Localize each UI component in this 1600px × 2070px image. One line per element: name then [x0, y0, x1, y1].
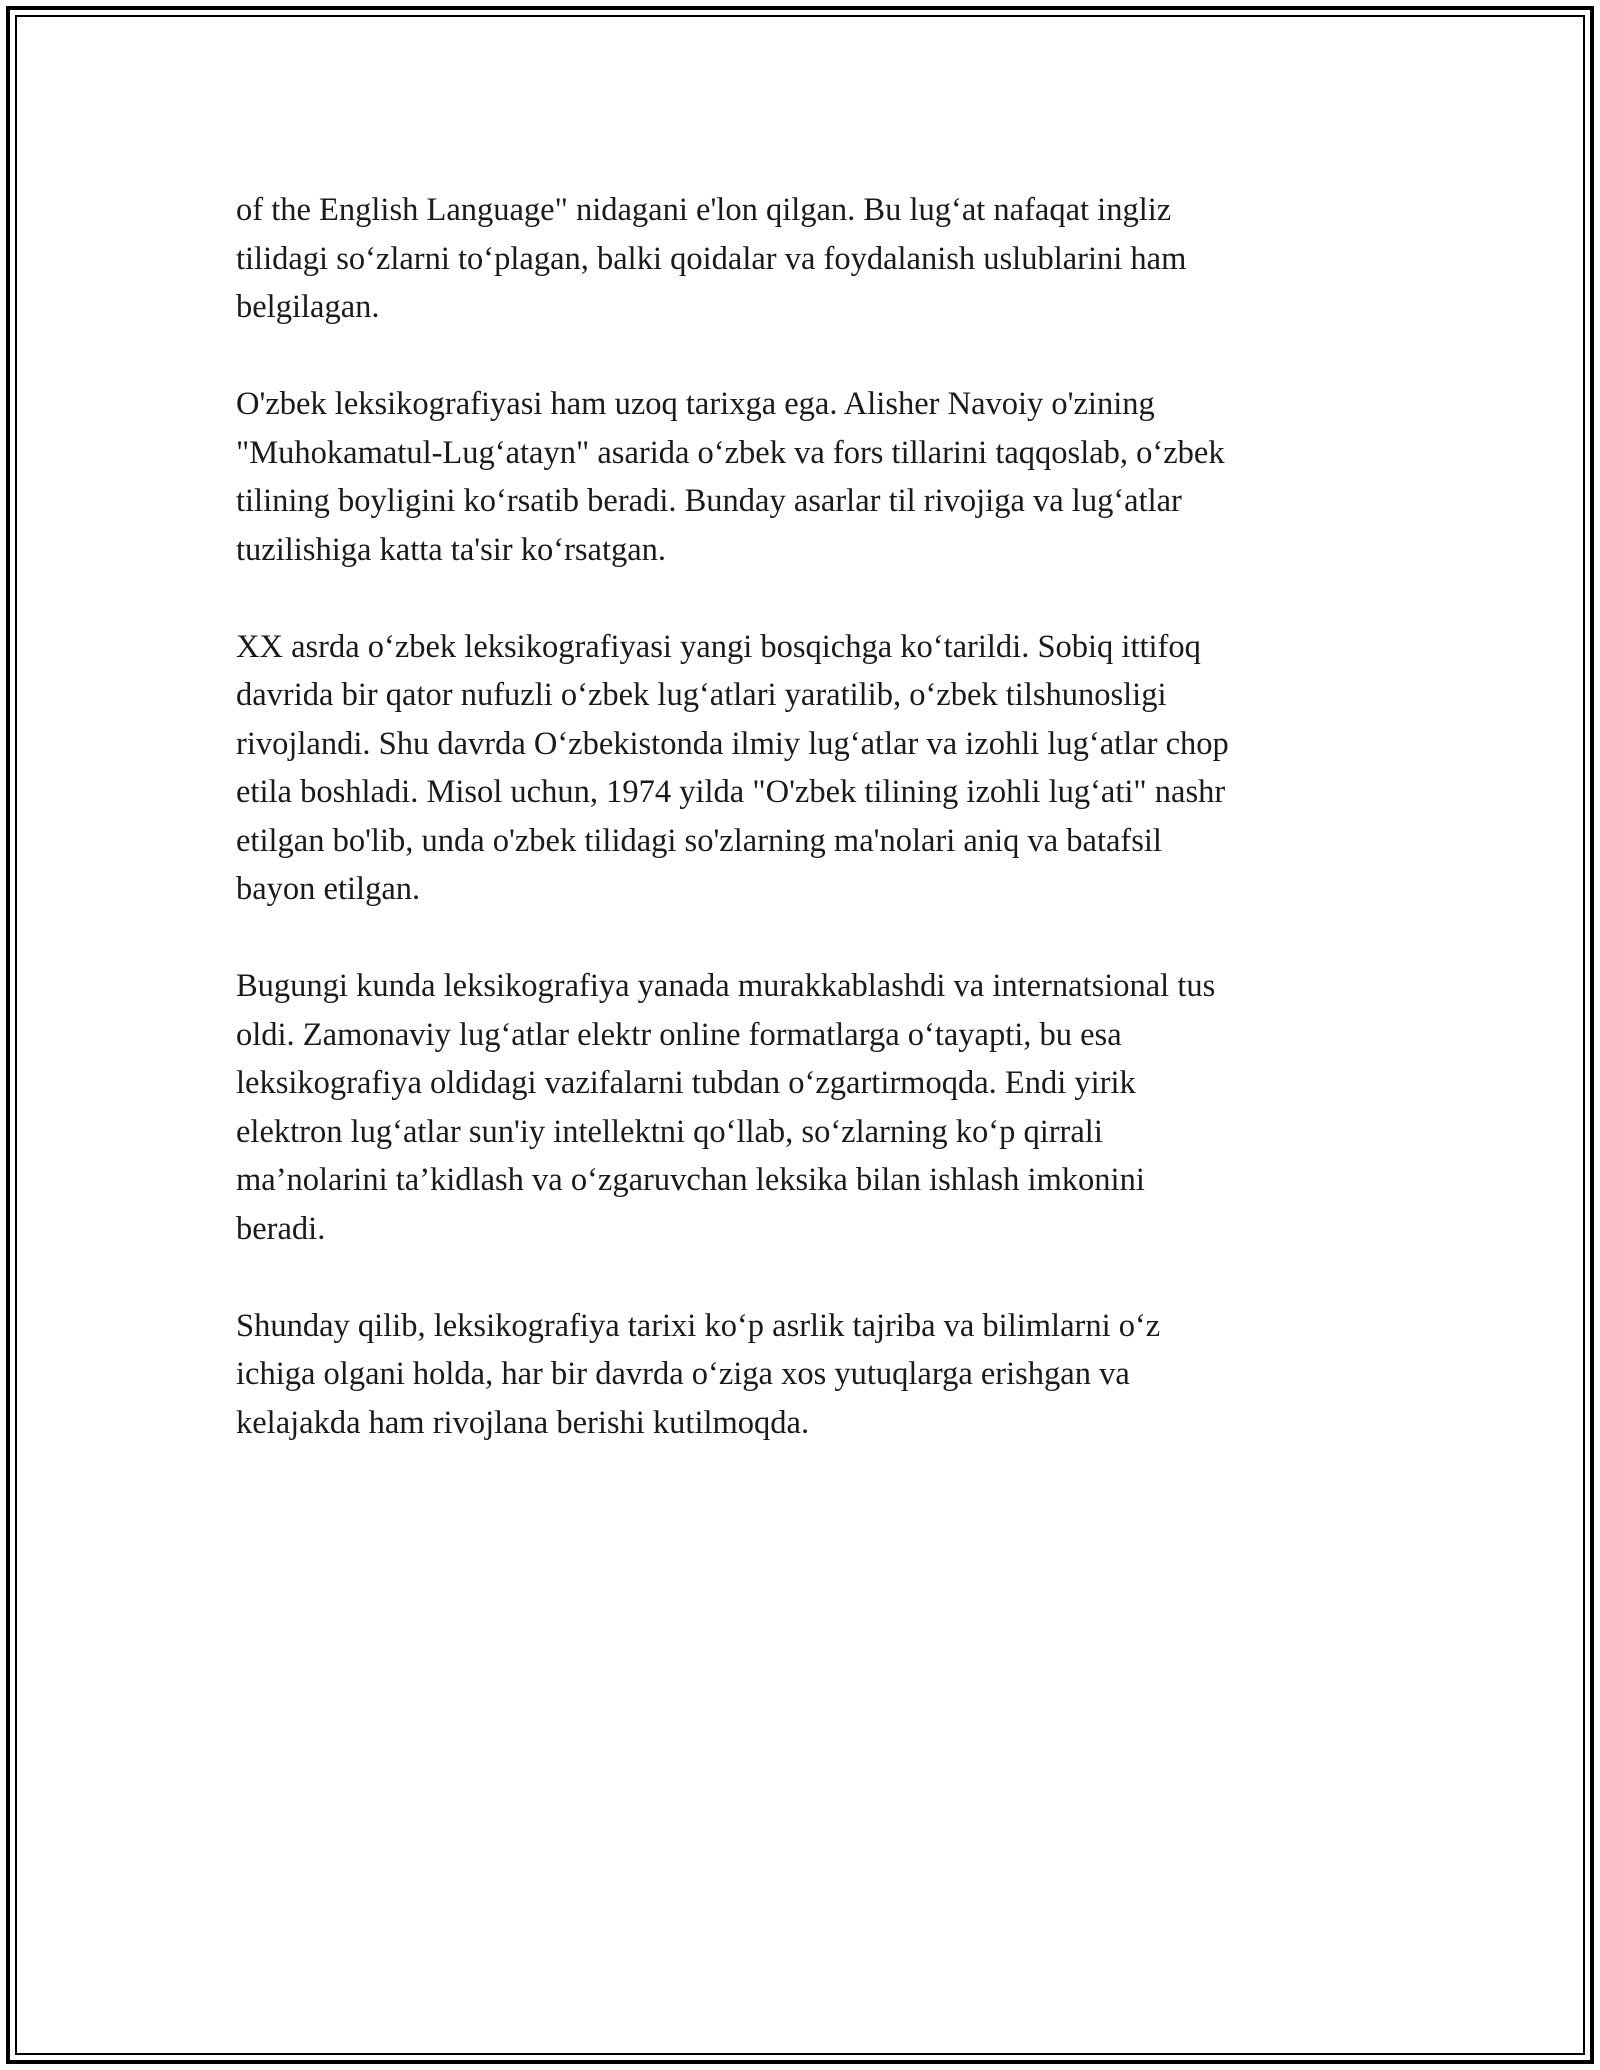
document-body [236, 186, 1376, 1496]
text-line: "Muhokamatul-Lug‘atayn" asarida o‘zbek va fors tillarini taqqoslab, o‘zbek [236, 434, 1225, 471]
paragraph-oxford-dictionary [236, 186, 1376, 332]
text-line: XX asrda o‘zbek leksikografiyasi yangi bosqichga ko‘tarildi. Sobiq ittifoq [236, 628, 1201, 665]
paragraph-conclusion [236, 1302, 1376, 1448]
text-line: kelajakda ham rivojlana berishi kutilmoqda. [236, 1404, 810, 1441]
text-line: belgilagan. [236, 289, 380, 325]
text-line: rivojlandi. Shu davrda O‘zbekistonda ilmiy lug‘atlar va izohli lug‘atlar chop [236, 725, 1229, 762]
paragraph-uzbek-lexicography [236, 380, 1376, 574]
text-line: leksikografiya oldidagi vazifalarni tubdan o‘zgartirmoqda. Endi yirik [236, 1065, 1136, 1101]
text-line: tilining boyligini ko‘rsatib beradi. Bunday asarlar til rivojiga va lug‘atlar [236, 483, 1182, 519]
text-line: tilidagi so‘zlarni to‘plagan, balki qoidalar va foydalanish uslublarini ham [236, 240, 1187, 277]
text-line: bayon etilgan. [236, 871, 421, 907]
paragraph-modern-lexicography [236, 962, 1376, 1253]
text-line: beradi. [236, 1210, 326, 1247]
text-line: O'zbek leksikografiyasi ham uzoq tarixga ega. Alisher Navoiy o'zining [236, 386, 1155, 422]
text-line: etila boshladi. Misol uchun, 1974 yilda "O'zbek tilining izohli lug‘ati" nashr [236, 774, 1226, 810]
text-line: of the English Language" nidagani e'lon qilgan. Bu lug‘at nafaqat ingliz [236, 192, 1172, 228]
text-line: davrida bir qator nufuzli o‘zbek lug‘atlari yaratilib, o‘zbek tilshunosligi [236, 677, 1167, 713]
text-line: oldi. Zamonaviy lug‘atlar elektr online formatlarga o‘tayapti, bu esa [236, 1016, 1122, 1053]
text-line: etilgan bo'lib, unda o'zbek tilidagi so'zlarning ma'nolari aniq va batafsil [236, 822, 1162, 859]
text-line: ichiga olgani holda, har bir davrda o‘ziga xos yutuqlarga erishgan va [236, 1356, 1130, 1392]
text-line: Bugungi kunda leksikografiya yanada murakkablashdi va internatsional tus [236, 968, 1216, 1004]
text-line: elektron lug‘atlar sun'iy intellektni qo‘llab, so‘zlarning ko‘p qirrali [236, 1113, 1103, 1150]
paragraph-twentieth-century [236, 623, 1376, 914]
text-line: tuzilishiga katta ta'sir ko‘rsatgan. [236, 531, 667, 568]
text-line: Shunday qilib, leksikografiya tarixi ko‘p asrlik tajriba va bilimlarni o‘z [236, 1307, 1161, 1344]
text-line: ma’nolarini ta’kidlash va o‘zgaruvchan leksika bilan ishlash imkonini [236, 1162, 1145, 1198]
